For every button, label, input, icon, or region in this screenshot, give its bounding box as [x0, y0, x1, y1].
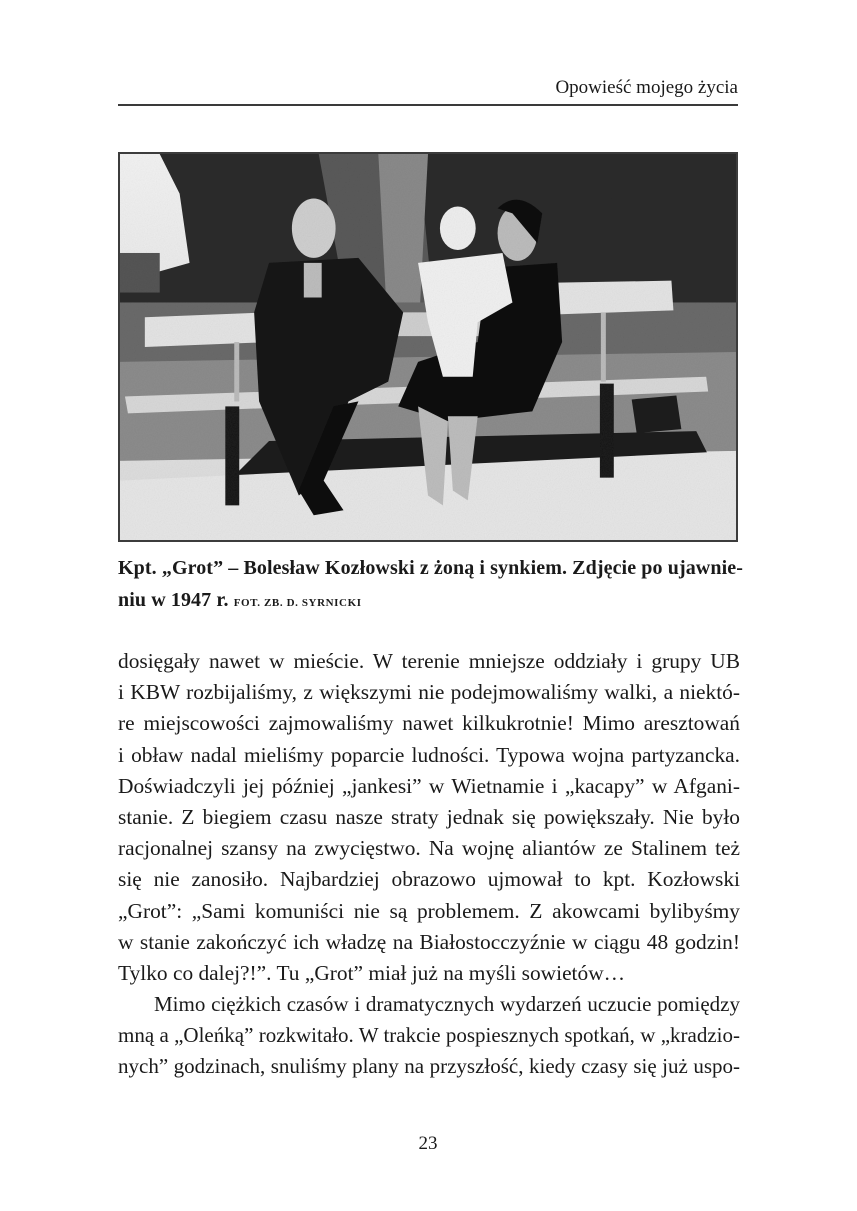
- page-number: 23: [418, 1133, 438, 1154]
- text-line: nych” godzinach, snuliśmy plany na przyszłość, kiedy czasy się już uspo-: [118, 1054, 740, 1079]
- figure-caption: [118, 552, 746, 619]
- caption-line: niu w 1947 r.: [118, 589, 229, 611]
- text-line: Tylko co dalej?!”. Tu „Grot” miał już na myśli sowietów…: [118, 960, 626, 985]
- baby-head: [440, 206, 476, 250]
- header-rule: [118, 104, 738, 106]
- text-line: dosięgały nawet w mieście. W terenie mniejsze oddziały i grupy UB: [118, 649, 740, 673]
- caption-line: Kpt. „Grot” – Bolesław Kozłowski z żoną i synkiem. Zdjęcie po ujawnie-: [118, 557, 743, 579]
- bench-backrest-left: [145, 312, 271, 347]
- running-head: Opowieść mojego życia: [555, 77, 738, 98]
- paragraph-start-line: Mimo ciężkich czasów i dramatycznych wydarzeń uczucie pomiędzy: [154, 992, 740, 1017]
- caption-line-with-credit: [118, 584, 746, 619]
- text-line: Doświadczyli jej później „jankesi” w Wietnamie i „kacapy” w Afgani-: [118, 773, 740, 798]
- text-line: stanie. Z biegiem czasu nasze straty jednak się powiększały. Nie było: [118, 804, 740, 829]
- text-line: w stanie zakończyć ich władzę na Białostocczyźnie w ciągu 48 godzin!: [118, 929, 740, 954]
- text-line: „Grot”: „Sami komuniści nie są problemem. Z akowcami bylibyśmy: [118, 898, 740, 923]
- man-head: [292, 199, 336, 258]
- text-line: się nie zanosiło. Najbardziej obrazowo ujmował to kpt. Kozłowski: [118, 867, 740, 892]
- photograph: [118, 152, 738, 542]
- text-line: i obław nadal mieliśmy poparcie ludności. Typowa wojna partyzancka.: [118, 742, 740, 767]
- text-line: racjonalnej szansy na zwycięstwo. Na wojnę aliantów ze Stalinem też: [118, 836, 740, 861]
- text-line: i KBW rozbijaliśmy, z większymi nie podejmowaliśmy walki, a niektó-: [118, 680, 740, 705]
- photo-image: [120, 154, 736, 540]
- photo-credit: FOT. ZB. D. SYRNICKI: [233, 597, 362, 609]
- body-text: [118, 646, 740, 1083]
- handbag: [632, 395, 682, 433]
- text-line: mną a „Oleńką” rozkwitało. W trakcie pospiesznych spotkań, w „kradzio-: [118, 1023, 740, 1048]
- text-line: re miejscowości zajmowaliśmy nawet kilkukrotnie! Mimo aresztowań: [118, 711, 740, 736]
- bench-backrest-right: [557, 281, 673, 315]
